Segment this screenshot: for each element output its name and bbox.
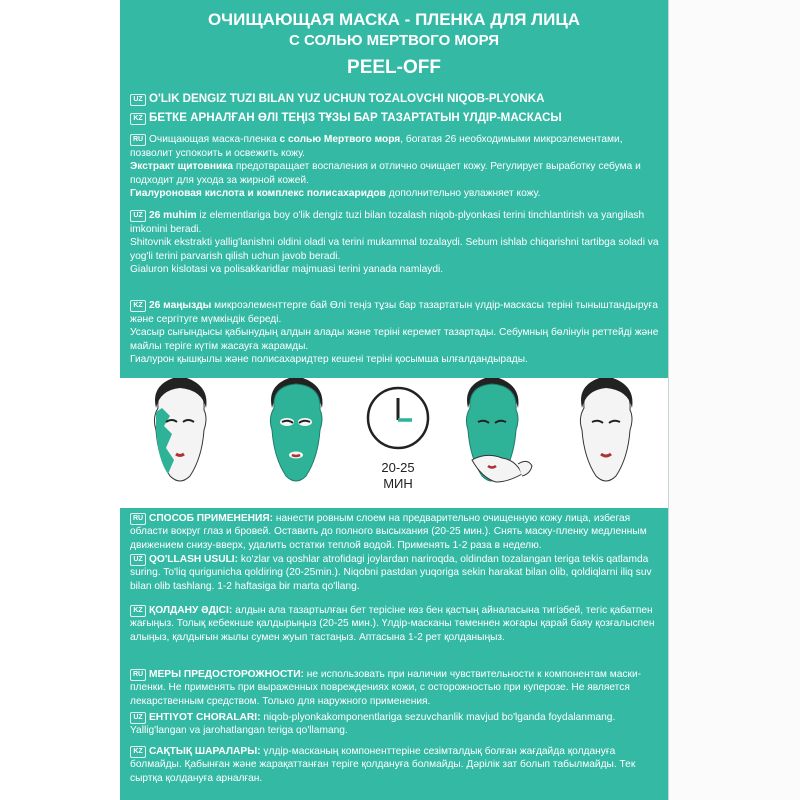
prec-ru-heading: МЕРЫ ПРЕДОСТОРОЖНОСТИ: — [149, 669, 304, 680]
lang-badge-ru: RU — [130, 134, 146, 146]
instructions-kz — [130, 604, 664, 644]
desc-kz-bold: 26 маңызды — [149, 300, 212, 311]
desc-ru-text: предотвращает воспаления и отлично очищает кожу. Регулирует выработку себума и подходит для ухода за жирной кожей. — [130, 161, 641, 186]
prec-uz-heading: EHTIYOT CHORALARI: — [149, 712, 261, 723]
inst-ru-text: нанести ровным слоем на предварительно очищенную кожу лица, избегая области вокруг глаз и бровей. Оставить до полного высыхания (20-25 мин.). Снять маску-пленку медленным движением снизу-вверх, удалить остатки теплой водой. Применять 1-2 раза в неделю. — [130, 513, 647, 551]
desc-uz-text: Gialuron kislotasi va polisakkaridlar majmuasi terini yanada namlaydi. — [130, 264, 444, 276]
time-unit: МИН — [383, 476, 413, 491]
inst-kz-heading: ҚОЛДАНУ ӘДІСІ: — [149, 605, 233, 616]
precautions-ru — [130, 668, 664, 708]
desc-kz-text: Гиалурон қышқылы және полисахаридтер кешені терiнi қосымша ылғалдандырады. — [130, 354, 528, 366]
lang-badge-kz: KZ — [130, 605, 146, 617]
prec-uz-text: niqob-plyonkakomponentlariga sezuvchanlik mavjud bo'lganda foydalanmang. Yallig'langan va jarohatlangan teriga qo'llamang. — [130, 712, 616, 737]
lang-badge-uz: UZ — [130, 712, 146, 724]
title-uz-text: O'LIK DENGIZ TUZI BILAN YUZ UCHUN TOZALOVCHI NIQOB-PLYONKA — [149, 92, 545, 105]
instructions-uz — [130, 553, 664, 593]
desc-ru-bold: с солью Мертвого моря — [279, 134, 401, 145]
title-kz-text: БЕТКЕ АРНАЛҒАН ӨЛІ ТЕҢІЗ ТҰЗЫ БАР ТАЗАРТАТЫН ҮЛДІР-МАСКАСЫ — [149, 111, 562, 124]
desc-uz-text: iz elementlariga boy o'lik dengiz tuzi bilan tozalash niqob-plyonkasi terini tinchlantirish va yangilash imkonini beradi. — [130, 210, 645, 235]
precautions-kz — [130, 745, 664, 785]
background-left — [0, 0, 120, 800]
desc-ru-text: , богатая 26 необходимыми микроэлементами, позволит успокоить и освежить кожу. — [130, 134, 623, 159]
prec-ru-text: не использовать при наличии чувствительности к компонентам маски-пленки. Не применять при выраженных повреждениях кожи, с осторожностью при куперозе. Не является лекарственным средством. Только для наружного применения. — [130, 669, 642, 707]
lang-badge-uz: UZ — [130, 554, 146, 566]
lang-badge-kz: KZ — [130, 113, 146, 125]
precautions-uz — [130, 711, 664, 738]
desc-uz-bold: 26 muhim — [149, 210, 197, 221]
application-steps-illustration — [120, 378, 668, 508]
instructions-ru — [130, 512, 664, 552]
title-ru-line1: ОЧИЩАЮЩАЯ МАСКА - ПЛЕНКА ДЛЯ ЛИЦА — [207, 10, 581, 29]
title-peel-off: PEEL-OFF — [347, 57, 441, 78]
desc-uz-text: Shitovnik ekstrakti yallig'lanishni oldini oladi va terini mukammal tozalaydi. Sebum ishlab chiqarishni tartibga soladi va yog'li terini parvarish qilish uchun javob beradi. — [130, 237, 659, 262]
background-right — [668, 0, 800, 800]
title-uz — [130, 92, 544, 106]
inst-ru-heading: СПОСОБ ПРИМЕНЕНИЯ: — [149, 513, 274, 524]
inst-uz-text: ko'zlar va qoshlar atrofidagi joylardan nariroqda, oldindan tozalangan teriga tekis qatlamda suring. To'liq qurigunicha qoldiring (20-25min.). Niqobni pastdan yuqoriga sekin harakat bilan olib, qoldiqlarni iliq suv bilan olib tashlang. 1-2 haftasiga bir marta qo'llang. — [130, 554, 652, 592]
desc-ru-bold: Гиалуроновая кислота и комплекс полисахаридов — [130, 188, 386, 200]
lang-badge-kz: KZ — [130, 300, 146, 312]
desc-ru-text: Очищающая маска-пленка — [149, 134, 280, 145]
time-value: 20-25 — [381, 460, 415, 475]
description-uz — [130, 209, 664, 277]
package-back-panel — [120, 0, 668, 800]
lang-badge-uz: UZ — [130, 94, 146, 106]
lang-badge-ru: RU — [130, 669, 146, 681]
prec-kz-text: үлдір-масканың компоненттеріне сезімталдық болған жағдайда қолдануға болмайды. Қабынған және жарақаттанған теріге қолдануға болмайды. Дәрілік зат болып табылмайды. Тек сыртқа қолдануға арналған. — [130, 746, 636, 784]
title-ru-line2: С СОЛЬЮ МЕРТВОГО МОРЯ — [288, 32, 499, 49]
lang-badge-ru: RU — [130, 513, 146, 525]
clock-icon — [368, 388, 428, 448]
prec-kz-heading: САҚТЫҚ ШАРАЛАРЫ: — [149, 746, 261, 757]
desc-ru-text: дополнительно увлажняет кожу. — [385, 188, 541, 200]
inst-uz-heading: QO'LLASH USULI: — [149, 554, 239, 565]
description-ru — [130, 133, 664, 201]
title-kz — [130, 111, 562, 125]
lang-badge-uz: UZ — [130, 210, 146, 222]
desc-ru-bold: Экстракт щитовника — [130, 161, 234, 173]
desc-kz-text: Усасыр сығындысы қабынудың алдын алады және терiнi керемет тазартады. Себумның бөлінуін реттейді және майлы теріге күтім жасауға жарамды. — [130, 327, 659, 352]
lang-badge-kz: KZ — [130, 746, 146, 758]
desc-kz-text: микроэлементтерге бай Өлі теңіз тұзы бар тазартатын үлдір-маскасы терiнi тыныштандыруға және сергітуге мүмкіндік береді. — [130, 300, 658, 325]
description-kz — [130, 299, 664, 367]
inst-kz-text: алдын ала тазартылған бет терісіне көз бен қастың айналасына тигізбей, тегіс қабатпен жағыңыз. Толық кебекнше қалдырыңыз (20-25 мин.). Үлдір-масканы төменнен жоғары қарай баяу қозғалыспен алыңыз, қалдығын жылы сумен жуып тастаңыз. Аптасына 1-2 рет қолданыңыз. — [130, 605, 655, 643]
